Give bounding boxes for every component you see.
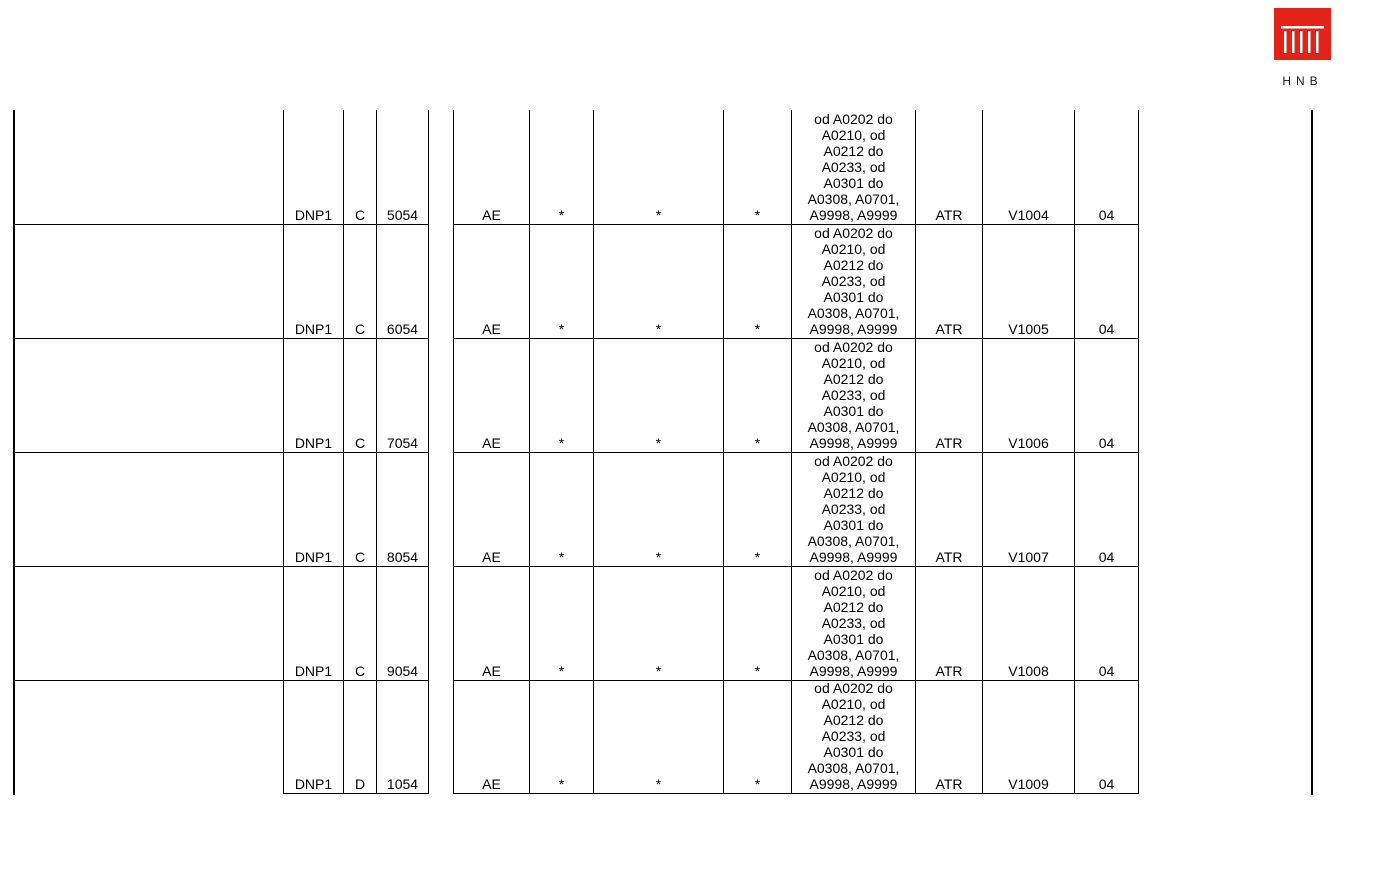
cell-currency — [453, 452, 529, 566]
cell-item-code — [376, 338, 429, 452]
cell-wildcard-2 — [593, 338, 723, 452]
cell-report-code-text: DNP1 — [294, 663, 333, 679]
cell-condition-range-text: od A0202 do A0210, od A0212 do A0233, od A0301 do A0308, A0701, A9998, A9999 — [807, 567, 900, 679]
cell-wildcard-2 — [593, 224, 723, 338]
row-divider — [13, 338, 285, 339]
cell-attribute — [915, 338, 982, 452]
bank-building-icon — [1274, 8, 1331, 60]
cell-validation-code-text: V1008 — [1008, 663, 1049, 679]
cell-attribute — [915, 452, 982, 566]
cell-condition-range-text: od A0202 do A0210, od A0212 do A0233, od A0301 do A0308, A0701, A9998, A9999 — [807, 339, 900, 451]
cell-item-code-text: 8054 — [386, 549, 419, 565]
cell-version — [1074, 452, 1139, 566]
cell-version — [1074, 224, 1139, 338]
cell-type-text: D — [354, 776, 366, 792]
cell-wildcard-1 — [529, 680, 593, 794]
cell-currency — [453, 680, 529, 794]
cell-validation-code — [982, 338, 1074, 452]
row-divider — [13, 680, 285, 681]
cell-condition-range — [791, 110, 915, 224]
cell-condition-range — [791, 452, 915, 566]
cell-attribute-text: ATR — [935, 321, 963, 337]
row-divider — [13, 566, 285, 567]
cell-report-code — [283, 566, 343, 680]
table-row — [0, 110, 1386, 224]
cell-type-text: C — [354, 549, 366, 565]
cell-report-code — [283, 452, 343, 566]
cell-validation-code — [982, 680, 1074, 794]
cell-version-text: 04 — [1098, 321, 1115, 337]
table-row — [0, 452, 1386, 566]
cell-currency — [453, 224, 529, 338]
cell-type — [343, 338, 376, 452]
cell-version-text: 04 — [1098, 776, 1115, 792]
table-row — [0, 338, 1386, 452]
cell-wildcard-1-text: * — [558, 435, 565, 451]
cell-type — [343, 566, 376, 680]
cell-wildcard-2-text: * — [655, 435, 662, 451]
cell-currency — [453, 338, 529, 452]
logo-text: HNB — [1282, 74, 1323, 88]
cell-item-code-text: 7054 — [386, 435, 419, 451]
cell-wildcard-2-text: * — [655, 663, 662, 679]
cell-type-text: C — [354, 207, 366, 223]
hnb-logo — [1274, 8, 1331, 86]
cell-wildcard-2-text: * — [655, 549, 662, 565]
cell-validation-code-text: V1005 — [1008, 321, 1049, 337]
cell-wildcard-1-text: * — [558, 776, 565, 792]
cell-wildcard-1-text: * — [558, 549, 565, 565]
cell-version-text: 04 — [1098, 663, 1115, 679]
table-row — [0, 224, 1386, 338]
cell-wildcard-2 — [593, 566, 723, 680]
cell-wildcard-1 — [529, 224, 593, 338]
cell-attribute — [915, 110, 982, 224]
cell-condition-range-text: od A0202 do A0210, od A0212 do A0233, od A0301 do A0308, A0701, A9998, A9999 — [807, 225, 900, 337]
cell-wildcard-2 — [593, 452, 723, 566]
cell-validation-code — [982, 224, 1074, 338]
cell-currency-text: AE — [482, 776, 501, 792]
cell-report-code-text: DNP1 — [294, 321, 333, 337]
cell-wildcard-3 — [723, 224, 791, 338]
cell-wildcard-1 — [529, 110, 593, 224]
cell-validation-code — [982, 566, 1074, 680]
cell-type-text: C — [354, 435, 366, 451]
cell-attribute — [915, 224, 982, 338]
cell-type — [343, 452, 376, 566]
cell-wildcard-1 — [529, 452, 593, 566]
cell-condition-range — [791, 566, 915, 680]
cell-version — [1074, 110, 1139, 224]
cell-wildcard-3-text: * — [754, 549, 761, 565]
cell-currency-text: AE — [482, 663, 501, 679]
cell-wildcard-1-text: * — [558, 207, 565, 223]
cell-type — [343, 680, 376, 794]
cell-condition-range-text: od A0202 do A0210, od A0212 do A0233, od A0301 do A0308, A0701, A9998, A9999 — [807, 680, 900, 792]
cell-wildcard-2-text: * — [655, 776, 662, 792]
cell-condition-range — [791, 224, 915, 338]
cell-currency — [453, 566, 529, 680]
cell-condition-range — [791, 338, 915, 452]
cell-report-code-text: DNP1 — [294, 207, 333, 223]
cell-attribute-text: ATR — [935, 435, 963, 451]
cell-wildcard-3 — [723, 566, 791, 680]
cell-type-text: C — [354, 663, 366, 679]
cell-item-code-text: 5054 — [386, 207, 419, 223]
cell-type — [343, 224, 376, 338]
cell-report-code-text: DNP1 — [294, 549, 333, 565]
cell-item-code — [376, 110, 429, 224]
cell-attribute — [915, 566, 982, 680]
row-divider — [13, 452, 285, 453]
cell-condition-range-text: od A0202 do A0210, od A0212 do A0233, od A0301 do A0308, A0701, A9998, A9999 — [807, 453, 900, 565]
cell-attribute-text: ATR — [935, 776, 963, 792]
cell-wildcard-1-text: * — [558, 321, 565, 337]
cell-validation-code — [982, 452, 1074, 566]
cell-report-code-text: DNP1 — [294, 776, 333, 792]
row-divider — [13, 224, 285, 225]
cell-wildcard-3 — [723, 110, 791, 224]
cell-version — [1074, 680, 1139, 794]
cell-type-text: C — [354, 321, 366, 337]
cell-item-code — [376, 224, 429, 338]
cell-condition-range-text: od A0202 do A0210, od A0212 do A0233, od A0301 do A0308, A0701, A9998, A9999 — [807, 111, 900, 223]
cell-wildcard-1 — [529, 338, 593, 452]
cell-report-code — [283, 224, 343, 338]
cell-attribute-text: ATR — [935, 549, 963, 565]
cell-wildcard-2 — [593, 110, 723, 224]
cell-report-code — [283, 110, 343, 224]
cell-version — [1074, 566, 1139, 680]
cell-wildcard-2-text: * — [655, 207, 662, 223]
cell-item-code-text: 1054 — [386, 776, 419, 792]
cell-currency-text: AE — [482, 549, 501, 565]
cell-item-code-text: 6054 — [386, 321, 419, 337]
cell-report-code-text: DNP1 — [294, 435, 333, 451]
cell-wildcard-3 — [723, 680, 791, 794]
cell-item-code — [376, 566, 429, 680]
table-row — [0, 566, 1386, 680]
cell-attribute — [915, 680, 982, 794]
cell-version-text: 04 — [1098, 549, 1115, 565]
cell-validation-code-text: V1004 — [1008, 207, 1049, 223]
cell-item-code-text: 9054 — [386, 663, 419, 679]
cell-item-code — [376, 680, 429, 794]
cell-wildcard-3-text: * — [754, 663, 761, 679]
cell-wildcard-3-text: * — [754, 321, 761, 337]
cell-wildcard-3-text: * — [754, 776, 761, 792]
cell-attribute-text: ATR — [935, 207, 963, 223]
cell-currency-text: AE — [482, 435, 501, 451]
cell-wildcard-3-text: * — [754, 207, 761, 223]
cell-wildcard-3 — [723, 452, 791, 566]
cell-version-text: 04 — [1098, 435, 1115, 451]
cell-validation-code — [982, 110, 1074, 224]
cell-currency-text: AE — [482, 321, 501, 337]
cell-condition-range — [791, 680, 915, 794]
cell-wildcard-2-text: * — [655, 321, 662, 337]
cell-wildcard-3 — [723, 338, 791, 452]
cell-wildcard-1-text: * — [558, 663, 565, 679]
cell-wildcard-1 — [529, 566, 593, 680]
cell-currency-text: AE — [482, 207, 501, 223]
table-row — [0, 680, 1386, 794]
cell-report-code — [283, 680, 343, 794]
cell-validation-code-text: V1006 — [1008, 435, 1049, 451]
cell-type — [343, 110, 376, 224]
cell-validation-code-text: V1007 — [1008, 549, 1049, 565]
cell-version-text: 04 — [1098, 207, 1115, 223]
cell-item-code — [376, 452, 429, 566]
cell-currency — [453, 110, 529, 224]
cell-report-code — [283, 338, 343, 452]
cell-wildcard-3-text: * — [754, 435, 761, 451]
cell-validation-code-text: V1009 — [1008, 776, 1049, 792]
cell-attribute-text: ATR — [935, 663, 963, 679]
cell-version — [1074, 338, 1139, 452]
cell-wildcard-2 — [593, 680, 723, 794]
